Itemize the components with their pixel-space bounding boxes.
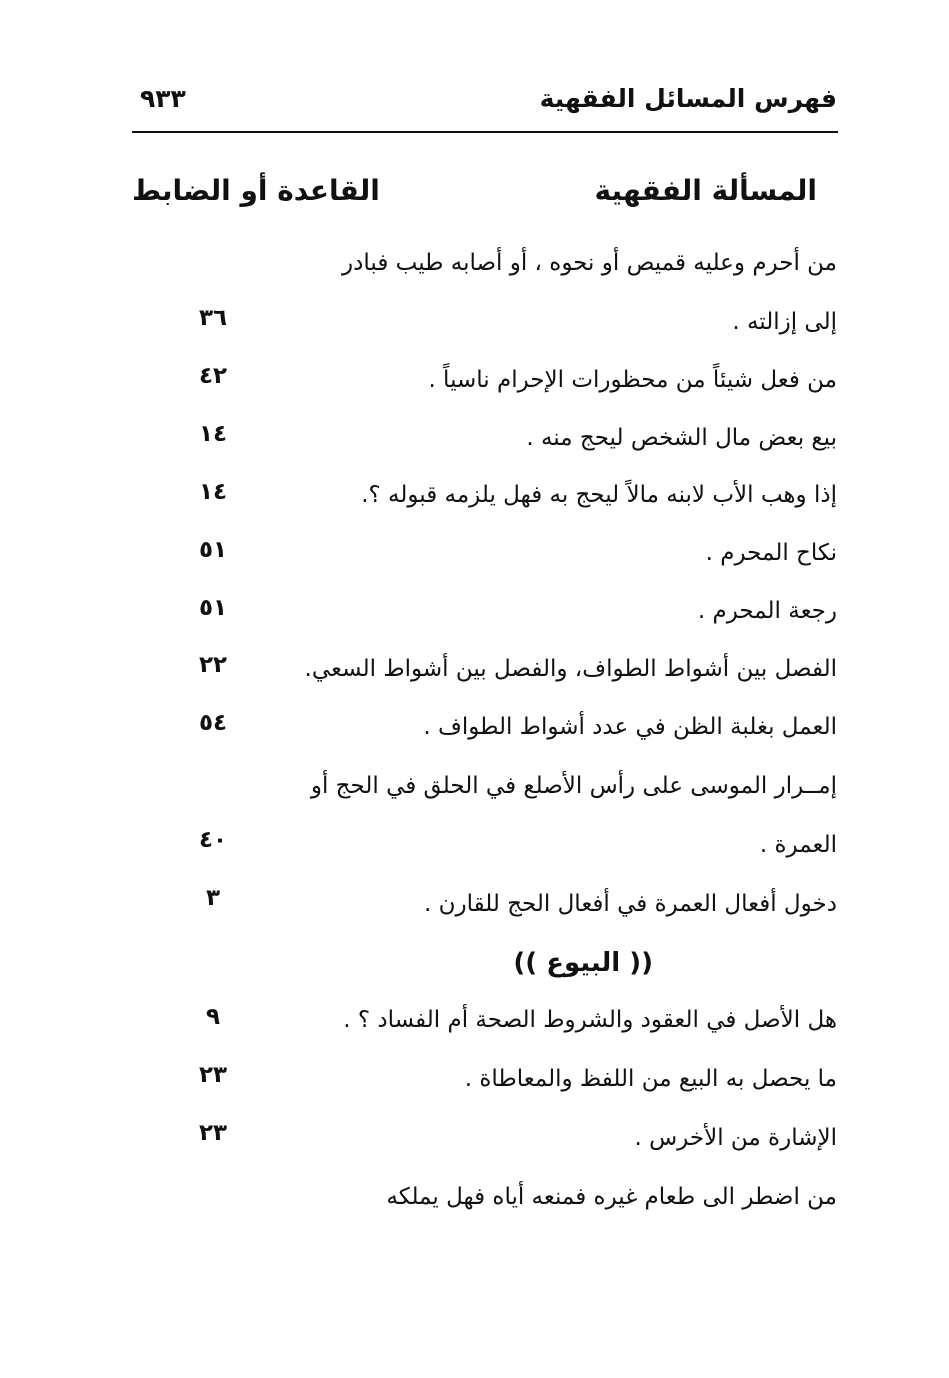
entry-line: من أحرم وعليه قميص أو نحوه ، أو أصابه طيب فبادر [342, 250, 837, 276]
entry-line: العمل بغلبة الظن في عدد أشواط الطواف . [423, 714, 837, 740]
entry-line: الفصل بين أشواط الطواف، والفصل بين أشواط السعي. [304, 656, 837, 682]
issue-column-heading: المسألة الفقهية [594, 174, 817, 207]
entry-line: إذا وهب الأب لابنه مالاً ليحج به فهل يلزمه قبوله ؟. [361, 482, 837, 508]
entry-ref: ٥١ [198, 595, 228, 621]
section-title-sales: (( البيوع )) [513, 948, 653, 978]
entry-line: العمرة . [759, 832, 837, 858]
entry-line: بيع بعض مال الشخص ليحج منه . [526, 425, 837, 451]
entry-ref: ٢٣ [198, 1120, 228, 1146]
entry-ref: ٢٣ [198, 1062, 228, 1088]
page-number: ٩٣٣ [140, 84, 186, 113]
entry-ref: ٣٦ [198, 305, 228, 331]
entry-ref: ٤٢ [198, 363, 228, 389]
entry-line: الإشارة من الأخرس . [634, 1125, 837, 1151]
entry-line: إمــرار الموسى على رأس الأصلع في الحلق في الحج أو [310, 773, 837, 799]
entry-ref: ١٤ [198, 479, 228, 505]
entry-ref: ١٤ [198, 421, 228, 447]
entry-ref: ٥٤ [198, 710, 228, 736]
rule-column-heading: القاعدة أو الضابط [132, 174, 380, 207]
entry-ref: ٢٢ [198, 652, 228, 678]
entry-line: رجعة المحرم . [697, 598, 837, 624]
header-rule [132, 131, 838, 133]
entry-line: نكاح المحرم . [705, 540, 837, 566]
entry-line: ما يحصل به البيع من اللفظ والمعاطاة . [464, 1066, 837, 1092]
entry-line: من اضطر الى طعام غيره فمنعه أياه فهل يملكه [386, 1184, 837, 1210]
entry-ref: ٤٠ [198, 827, 228, 853]
entry-ref: ٣ [205, 885, 221, 911]
entry-line: دخول أفعال العمرة في أفعال الحج للقارن . [424, 891, 837, 917]
entry-line: إلى إزالته . [732, 309, 837, 335]
entry-line: هل الأصل في العقود والشروط الصحة أم الفساد ؟ . [343, 1007, 837, 1033]
entry-ref: ٩ [205, 1004, 221, 1030]
running-header-title: فهرس المسائل الفقهية [539, 84, 837, 113]
entry-ref: ٥١ [198, 537, 228, 563]
entry-line: من فعل شيئاً من محظورات الإحرام ناسياً . [428, 367, 837, 393]
